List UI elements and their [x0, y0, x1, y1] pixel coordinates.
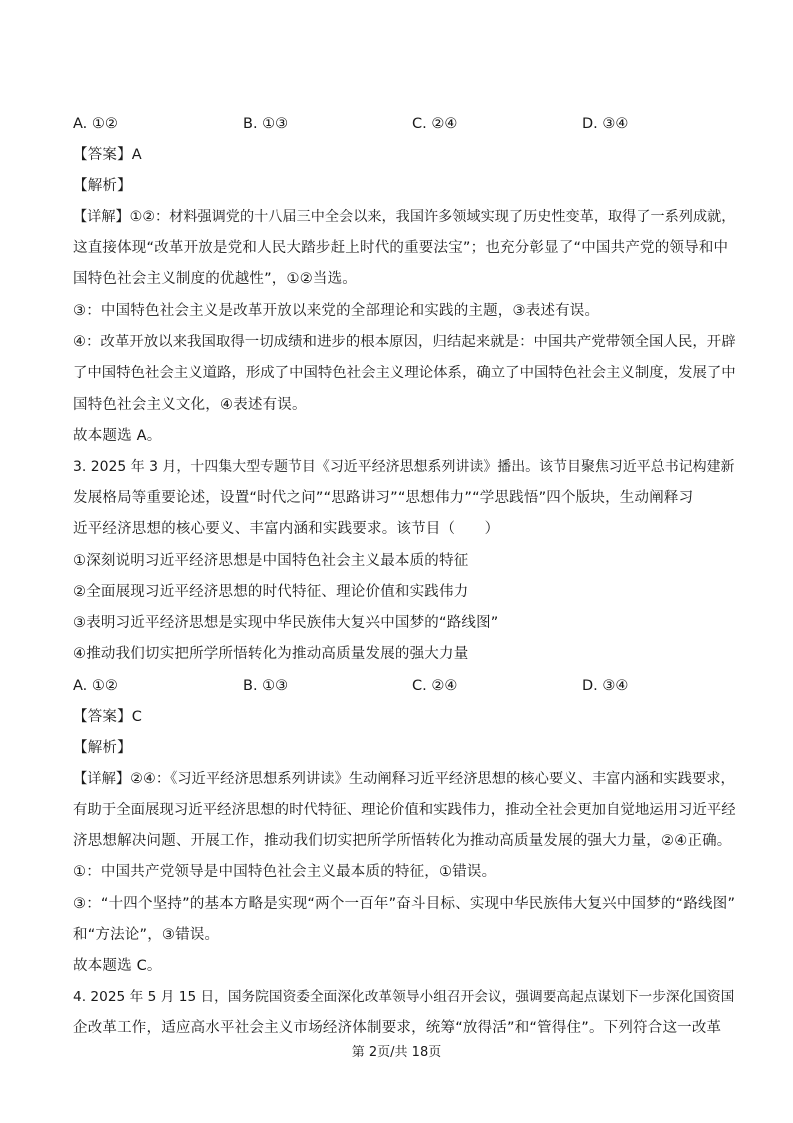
page-footer: 第 2页/共 18页	[351, 1045, 442, 1060]
q4-stem-line: 企改革工作，适应高水平社会主义市场经济体制要求，统筹“放得活”和“管得住”。下列符合这一改革	[73, 1020, 722, 1036]
q2-detail-line: 国特色社会主义制度的优越性”，①②当选。	[73, 271, 358, 287]
q3-detail-line: 济思想解决问题、开展工作，推动我们切实把所学所悟转化为推动高质量发展的强大力量，②④正确。	[73, 833, 732, 849]
q2-analysis-label: 【解析】	[73, 178, 132, 194]
q2-conclusion: 故本题选 A。	[73, 428, 162, 444]
q2-detail-line: ③：中国特色社会主义是改革开放以来党的全部理论和实践的主题，③表述有误。	[73, 303, 600, 319]
option-c: C. ②④	[412, 116, 458, 132]
q3-detail-line: ③：“十四个坚持”的基本方略是实现“两个一百年”奋斗目标、实现中华民族伟大复兴中国梦的“路线图”	[73, 896, 736, 912]
q2-detail-line: 了中国特色社会主义道路，形成了中国特色社会主义理论体系，确立了中国特色社会主义制度，发展了中	[73, 365, 736, 381]
q3-detail-line: 【详解】②④：《习近平经济思想系列讲读》生动阐释习近平经济思想的核心要义、丰富内涵和实践要求，	[73, 771, 735, 787]
option-a: A. ①②	[73, 678, 118, 694]
q3-statement: ①深刻说明习近平经济思想是中国特色社会主义最本质的特征	[73, 553, 469, 569]
q3-stem-line: 发展格局等重要论述，设置“时代之问”“思路讲习”“思想伟力”“学思践悟”四个版块，生动阐释习	[73, 490, 694, 506]
option-d: D. ③④	[582, 678, 629, 694]
q4-stem-line: 4. 2025 年 5 月 15 日，国务院国资委全面深化改革领导小组召开会议，强调要高起点谋划下一步深化国资国	[73, 989, 735, 1005]
q2-detail-line: 国特色社会主义文化，④表述有误。	[73, 397, 307, 413]
q3-detail-line: 和“方法论”，③错误。	[73, 927, 220, 943]
q2-answer: 【答案】A	[73, 147, 142, 163]
option-c: C. ②④	[412, 678, 458, 694]
option-d: D. ③④	[582, 116, 629, 132]
q3-detail-line: ①：中国共产党领导是中国特色社会主义最本质的特征，①错误。	[73, 864, 497, 880]
q3-detail-line: 有助于全面展现习近平经济思想的时代特征、理论价值和实践伟力，推动全社会更加自觉地运用习近平经	[73, 802, 736, 818]
q3-statement: ④推动我们切实把所学所悟转化为推动高质量发展的强大力量	[73, 646, 469, 662]
q3-stem-line: 3. 2025 年 3 月，十四集大型专题节目《习近平经济思想系列讲读》播出。该节目聚焦习近平总书记构建新	[73, 459, 735, 475]
q2-detail-line: 这直接体现“改革开放是党和人民大踏步赶上时代的重要法宝”；也充分彰显了“中国共产党的领导和中	[73, 240, 729, 256]
option-b: B. ①③	[243, 678, 289, 694]
q2-detail-line: ④：改革开放以来我国取得一切成绩和进步的根本原因，归结起来就是：中国共产党带领全国人民，开辟	[73, 334, 736, 350]
option-b: B. ①③	[243, 116, 289, 132]
option-a: A. ①②	[73, 116, 118, 132]
q3-analysis-label: 【解析】	[73, 740, 132, 756]
q2-detail-line: 【详解】①②：材料强调党的十八届三中全会以来，我国许多领域实现了历史性变革，取得了一系列成就，	[73, 209, 736, 225]
q3-conclusion: 故本题选 C。	[73, 958, 162, 974]
q3-stem-line: 近平经济思想的核心要义、丰富内涵和实践要求。该节目（ ）	[73, 521, 500, 537]
q3-statement: ②全面展现习近平经济思想的时代特征、理论价值和实践伟力	[73, 584, 469, 600]
q3-statement: ③表明习近平经济思想是实现中华民族伟大复兴中国梦的“路线图”	[73, 615, 499, 631]
q3-answer: 【答案】C	[73, 709, 143, 725]
